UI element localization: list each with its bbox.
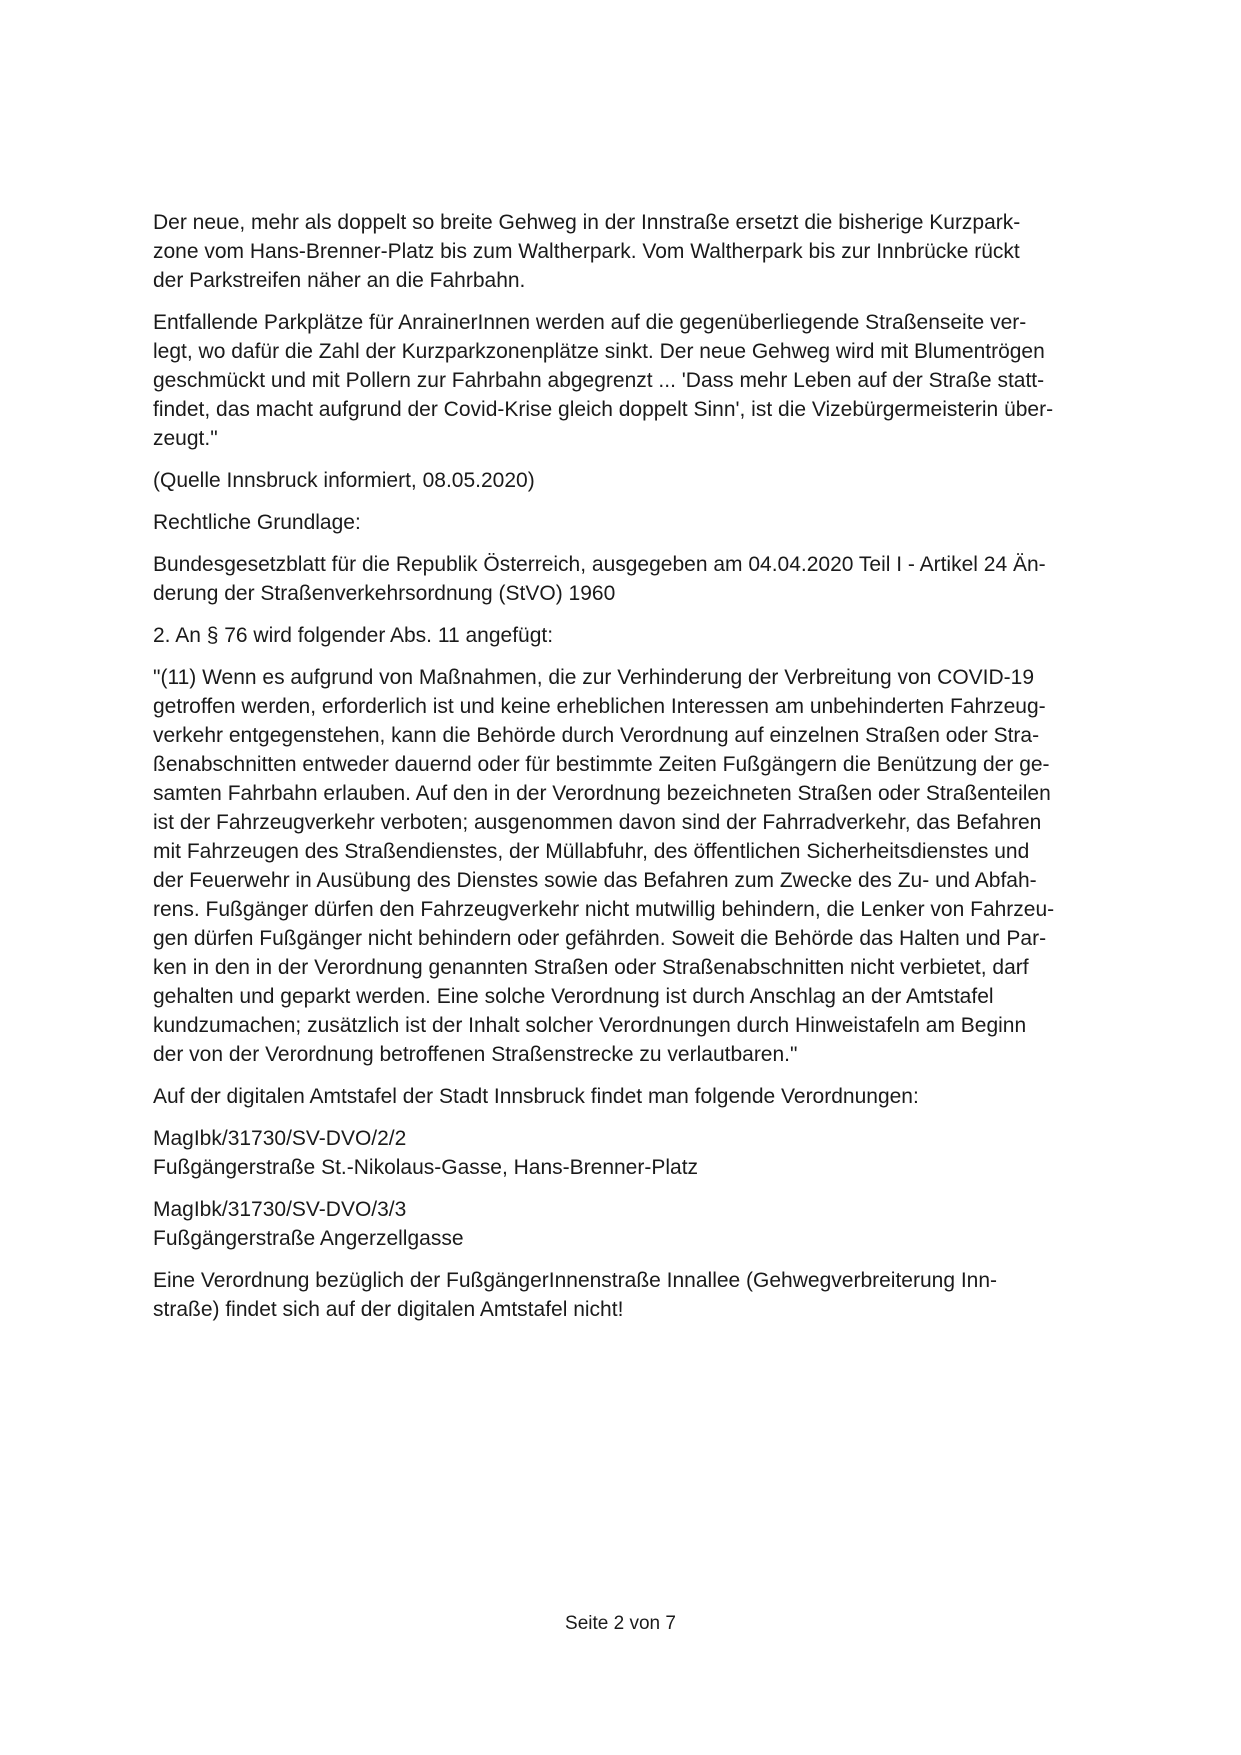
text-line: "(11) Wenn es aufgrund von Maßnahmen, die zur Verhinderung der Verbreitung von COVID-19 bbox=[153, 666, 1035, 689]
text-line: derung der Straßenverkehrsordnung (StVO) 1960 bbox=[153, 582, 616, 605]
text-line: Entfallende Parkplätze für AnrainerInnen werden auf die gegenüberliegende Straßenseite ver- bbox=[153, 311, 1027, 334]
text-line: Fußgängerstraße St.-Nikolaus-Gasse, Hans-Brenner-Platz bbox=[153, 1156, 699, 1179]
text-line: Eine Verordnung bezüglich der FußgängerInnenstraße Innallee (Gehwegverbreiterung Inn- bbox=[153, 1269, 998, 1292]
text-line: straße) findet sich auf der digitalen Amtstafel nicht! bbox=[153, 1298, 624, 1321]
text-line: ist der Fahrzeugverkehr verboten; ausgenommen davon sind der Fahrradverkehr, das Befahren bbox=[153, 811, 1042, 834]
paragraph-quelle bbox=[153, 466, 1135, 495]
paragraph-bundesgesetzblatt bbox=[153, 550, 1135, 608]
text-line: zeugt." bbox=[153, 427, 218, 450]
text-line: rens. Fußgänger dürfen den Fahrzeugverkehr nicht mutwillig behindern, die Lenker von Fahrzeu- bbox=[153, 898, 1055, 921]
text-line: gehalten und geparkt werden. Eine solche Verordnung ist durch Anschlag an der Amtstafel bbox=[153, 985, 994, 1008]
text-line: zone vom Hans-Brenner-Platz bis zum Waltherpark. Vom Waltherpark bis zur Innbrücke rückt bbox=[153, 240, 1020, 263]
paragraph-gesetzestext-abs-11 bbox=[153, 663, 1135, 1069]
text-line: kundzumachen; zusätzlich ist der Inhalt solcher Verordnungen durch Hinweistafeln am Beginn bbox=[153, 1014, 1027, 1037]
text-line: Der neue, mehr als doppelt so breite Gehweg in der Innstraße ersetzt die bisherige Kurzpark- bbox=[153, 211, 1021, 234]
text-line: legt, wo dafür die Zahl der Kurzparkzonenplätze sinkt. Der neue Gehweg wird mit Blumentrögen bbox=[153, 340, 1045, 363]
text-line: geschmückt und mit Pollern zur Fahrbahn abgegrenzt ... 'Dass mehr Leben auf der Straße statt- bbox=[153, 369, 1045, 392]
text-line: Bundesgesetzblatt für die Republik Österreich, ausgegeben am 04.04.2020 Teil I - Artikel 24 Än- bbox=[153, 553, 1046, 576]
paragraph-verordnung-dvo-3-3 bbox=[153, 1195, 1135, 1253]
text-line: ßenabschnitten entweder dauernd oder für bestimmte Zeiten Fußgängern die Benützung der ge- bbox=[153, 753, 1050, 776]
text-line: samten Fahrbahn erlauben. Auf den in der Verordnung bezeichneten Straßen oder Straßenteilen bbox=[153, 782, 1051, 805]
text-line: verkehr entgegenstehen, kann die Behörde durch Verordnung auf einzelnen Straßen oder Stra- bbox=[153, 724, 1040, 747]
paragraph-digitale-amtstafel bbox=[153, 1082, 1135, 1111]
text-line: Fußgängerstraße Angerzellgasse bbox=[153, 1227, 464, 1250]
text-line: (Quelle Innsbruck informiert, 08.05.2020) bbox=[153, 469, 535, 492]
text-line: Rechtliche Grundlage: bbox=[153, 511, 361, 534]
document-body bbox=[153, 208, 1135, 1337]
text-line: der Feuerwehr in Ausübung des Dienstes sowie das Befahren zum Zwecke des Zu- und Abfah- bbox=[153, 869, 1037, 892]
text-line: ken in den in der Verordnung genannten Straßen oder Straßenabschnitten nicht verbietet, darf bbox=[153, 956, 1029, 979]
text-line: gen dürfen Fußgänger nicht behindern oder gefährden. Soweit die Behörde das Halten und Par- bbox=[153, 927, 1047, 950]
paragraph-paragraph-76 bbox=[153, 621, 1135, 650]
text-line: findet, das macht aufgrund der Covid-Krise gleich doppelt Sinn', ist die Vizebürgermeisterin über- bbox=[153, 398, 1054, 421]
text-line: der Parkstreifen näher an die Fahrbahn. bbox=[153, 269, 526, 292]
paragraph-innstrasse-gehweg bbox=[153, 208, 1135, 295]
text-line: mit Fahrzeugen des Straßendienstes, der Müllabfuhr, des öffentlichen Sicherheitsdienstes und bbox=[153, 840, 1030, 863]
text-line: MagIbk/31730/SV-DVO/2/2 bbox=[153, 1127, 407, 1150]
text-line: Auf der digitalen Amtstafel der Stadt Innsbruck findet man folgende Verordnungen: bbox=[153, 1085, 919, 1108]
paragraph-verordnung-dvo-2-2 bbox=[153, 1124, 1135, 1182]
text-line: der von der Verordnung betroffenen Straßenstrecke zu verlautbaren." bbox=[153, 1043, 798, 1066]
text-line: 2. An § 76 wird folgender Abs. 11 angefügt: bbox=[153, 624, 554, 647]
text-line: getroffen werden, erforderlich ist und keine erheblichen Interessen am unbehinderten Fahrzeug- bbox=[153, 695, 1046, 718]
paragraph-parkplaetze bbox=[153, 308, 1135, 453]
paragraph-rechtliche-grundlage bbox=[153, 508, 1135, 537]
text-line: MagIbk/31730/SV-DVO/3/3 bbox=[153, 1198, 407, 1221]
page-number: Seite 2 von 7 bbox=[565, 1613, 676, 1634]
paragraph-innallee-hinweis bbox=[153, 1266, 1135, 1324]
